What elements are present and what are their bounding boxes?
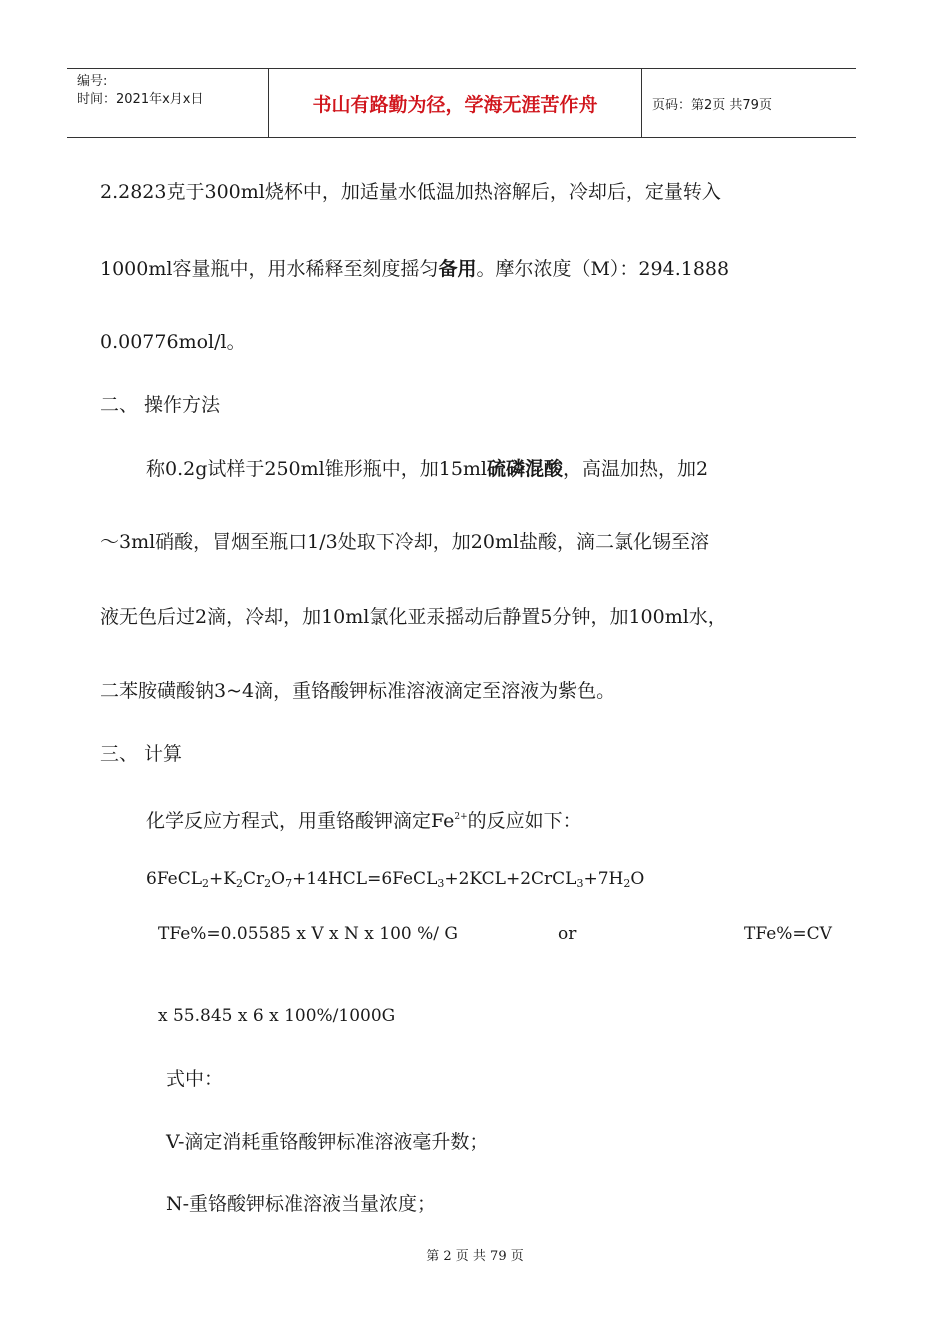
header-meta — [67, 69, 269, 137]
where-label: 式中： — [166, 1068, 224, 1090]
definition-line: V-滴定消耗重铬酸钾标准溶液毫升数； — [166, 1131, 489, 1153]
paragraph-line: 化学反应方程式，用重铬酸钾滴定$Fe^{2+}$的反应如下： — [146, 810, 582, 832]
header-motto: 书山有路勤为径，学海无涯苦作舟 — [269, 69, 642, 137]
header-page-label: 页码：第2页 共79页 — [652, 97, 772, 113]
time-label: 时间：2021年x月x日 — [77, 92, 204, 107]
paragraph-line: 2.2823克于300ml烧杯中，加适量水低温加热溶解后，冷却后，定量转入 — [100, 181, 721, 203]
formula-line: TFe%=CV — [744, 924, 832, 944]
section-heading: 二、 操作方法 — [100, 394, 221, 416]
definition-line: N-重铬酸钾标准溶液当量浓度； — [166, 1193, 437, 1215]
page-header — [67, 68, 856, 138]
formula-or: or — [558, 924, 577, 944]
bold-text: 备用 — [438, 258, 477, 280]
formula-line: TFe%=0.05585 x V x N x 100 %/ G — [158, 924, 459, 944]
paragraph-line: 称0.2g试样于250ml锥形瓶中，加15ml硫磷混酸，高温加热，加2 — [146, 458, 709, 480]
paragraph-line: 0.00776mol/l。 — [100, 331, 246, 353]
paragraph-line: ～3ml硝酸，冒烟至瓶口1/3处取下冷却，加20ml盐酸，滴二氯化锡至溶 — [100, 531, 710, 553]
paragraph-line: 液无色后过2滴，冷却，加10ml氯化亚汞摇动后静置5分钟，加100ml水， — [100, 606, 727, 628]
bold-text: 硫磷混酸 — [487, 458, 564, 480]
paragraph-line: 二苯胺磺酸钠3~4滴，重铬酸钾标准溶液滴定至溶液为紫色。 — [100, 680, 616, 702]
chemical-equation: $6FeCL_2+K_2Cr_2O_7+14HCL=6FeCL_3+2KCL+2CrCL_3+7H_2O$ — [146, 869, 645, 890]
page-footer: 第 2 页 共 79 页 — [426, 1249, 524, 1264]
paragraph-line: 1000ml容量瓶中，用水稀释至刻度摇匀备用。摩尔浓度（M）：294.1888 — [100, 258, 730, 280]
formula-line: x 55.845 x 6 x 100%/1000G — [158, 1006, 396, 1026]
section-heading: 三、 计算 — [100, 743, 183, 765]
number-label: 编号: — [77, 74, 108, 89]
